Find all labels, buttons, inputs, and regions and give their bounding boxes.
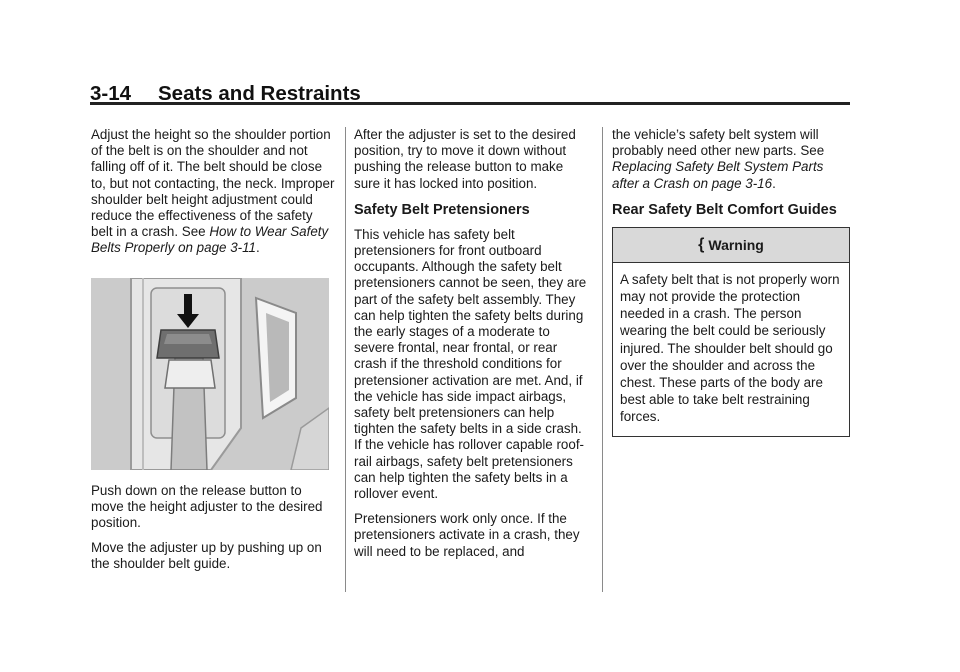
section-title: Seats and Restraints — [158, 82, 361, 105]
page-number: 3-14 — [90, 82, 132, 105]
paragraph-text: the vehicle’s safety belt system will probably need other new parts. See — [612, 127, 825, 159]
warning-body: A safety belt that is not properly worn may not provide the protection needed in a crash. The person wearing the belt could be seriously injured. The shoulder belt should go over the shoulder and across the chest. These parts of the body are best able to take belt restraining forces. — [620, 271, 840, 425]
heading-comfort-guides: Rear Safety Belt Comfort Guides — [612, 201, 837, 218]
cross-reference-link[interactable]: How to Wear Safety Belts Properly on page 3-11 — [91, 224, 329, 256]
paragraph-pretensioners: This vehicle has safety belt pretensioners for front outboard occupants. Although the safety belt pretensioners cannot be seen, they are part of the safety belt assembly. They can help tighten the safety belts during the early stages of a moderate to severe frontal, near frontal, or rear crash if the threshold conditions for pretensioner activation are met. And, if the vehicle has side impact airbags, safety belt pretensioners can help tighten the safety belts in a side crash. If the vehicle has rollover capable roof-rail airbags, safety belt pretensioners can help tighten the safety belts in a rollover event. — [354, 226, 587, 502]
shoulder-belt-height-adjuster-illustration — [91, 278, 329, 470]
header-rule — [90, 102, 850, 105]
belt-adjuster-figure — [91, 278, 329, 470]
column-divider-1 — [345, 127, 346, 592]
paragraph-move-up: Move the adjuster up by pushing up on the shoulder belt guide. — [91, 540, 322, 572]
warning-box — [612, 227, 850, 437]
warning-header — [613, 228, 849, 263]
warning-title: Warning — [708, 236, 764, 253]
paragraph-push-release: Push down on the release button to move the height adjuster to the desired position. — [91, 482, 323, 531]
paragraph-pretensioners-once: Pretensioners work only once. If the pretensioners activate in a crash, they will need to be replaced, and — [354, 511, 580, 559]
paragraph-end: . — [772, 175, 776, 191]
paragraph-belt-height — [91, 127, 337, 257]
cross-reference-link[interactable]: Replacing Safety Belt System Parts after a Crash on page 3-16 — [612, 159, 824, 191]
paragraph-new-parts — [612, 127, 852, 192]
column-1 — [91, 127, 337, 582]
heading-pretensioners: Safety Belt Pretensioners — [354, 201, 530, 218]
paragraph-text: Adjust the height so the shoulder portion of the belt is on the shoulder and not falling off of it. The belt should be close to, but not contacting, the neck. Improper shoulder belt height adjustment could reduce the effectiveness of the safety belt in a crash. See — [91, 127, 335, 240]
column-2 — [354, 127, 592, 569]
paragraph-end: . — [256, 240, 260, 256]
column-3 — [612, 127, 852, 437]
warning-brace-icon: { — [698, 235, 705, 253]
paragraph-adjuster-set: After the adjuster is set to the desired position, try to move it down without pushing the release button to make sure it has locked into position. — [354, 127, 576, 191]
column-divider-2 — [602, 127, 603, 592]
